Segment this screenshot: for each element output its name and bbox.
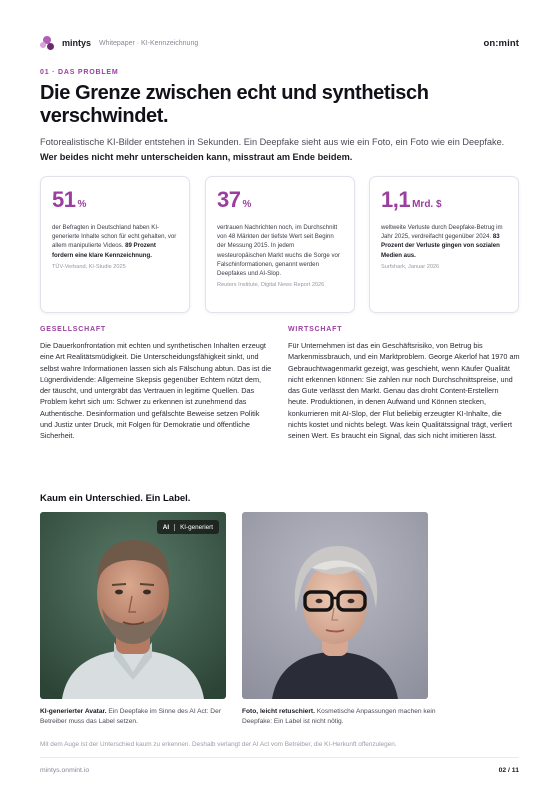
page-number: 02 / 11: [498, 767, 519, 774]
stat-unit: Mrd. $: [412, 199, 442, 210]
retouched-photo-caption: [242, 707, 438, 727]
intro-emphasis: Wer beides nicht mehr unterscheiden kann, misstraut am Ende beidem.: [40, 152, 353, 162]
stat-description: [381, 223, 507, 260]
page-title: Die Grenze zwischen echt und synthetisch verschwindet.: [40, 82, 429, 127]
brand-name: mintys: [62, 38, 92, 48]
retouched-photo-portrait: [242, 512, 428, 699]
footnote: Mit dem Auge ist der Unterschied kaum zu erkennen. Deshalb verlangt der AI Act vom Betreiber, die KI-Herkunft offenzulegen.: [40, 741, 397, 748]
stat-text: der Befragten in Deutschland haben KI-generierte Inhalte schon für echt gehalten, vor allem manipulierte Videos.: [52, 224, 177, 250]
stat-description: [217, 223, 343, 278]
society-text: Die Dauerkonfrontation mit echten und synthetischen Inhalten erzeugt eine Art Realitätsmüdigkeit. Die Unterscheidungsfähigkeit sinkt, und selbst wahre Informationen lassen sich als Fälschung abtun. Das ist die Lügnerdividende: Allgemeine Skepsis gegenüber Echtem nützt dem, der täuscht, und untergräbt das Vertrauen in legitime Quellen. Das Problem kehrt sich um: Schwer zu erkennen ist zunehmend das Authentische. Desinformation und gefälschte Beweise setzen Politik und Justiz unter Druck, mit Folgen für Demokratie und öffentliche Sicherheit.: [40, 341, 272, 441]
stat-card: [369, 176, 519, 313]
stat-source: Surfshark, Januar 2026: [381, 263, 440, 270]
page-header: [40, 34, 519, 52]
stat-text: weltweite Verluste durch Deepfake-Betrug im Jahr 2025, verdreifacht gegenüber 2024.: [381, 224, 503, 241]
economy-text: Für Unternehmen ist das ein Geschäftsrisiko, von Betrug bis Markenmissbrauch, und ein Marktproblem. George Akerlof hat 1970 am Gebrauchtwagenmarkt gezeigt, was geschieht, wenn Käufer Qualität nicht erkennen können: Sie zahlen nur noch Durchschnittspreise, und das Gute verlässt den Markt. Genau das droht Content-Erstellern heute. Produktionen, in denen Aufwand und Können stecken, konkurrieren mit AI-Slop, der Flut beliebig erzeugter KI-Inhalte, die nichts kostet und nichts belegt. Was kein Qualitätssignal trägt, verliert seinen Wert. Es braucht ein Signal, das sich nicht imitieren lässt.: [288, 341, 520, 441]
ai-avatar-portrait: [40, 512, 226, 699]
ai-avatar-caption: [40, 707, 236, 727]
mintys-logo-icon: [40, 36, 54, 50]
stat-emphasis: 89 Prozent fordern eine klare Kennzeichnung.: [52, 242, 156, 259]
document-meta: Whitepaper · KI-Kennzeichnung: [99, 39, 199, 47]
intro-paragraph: [40, 135, 520, 165]
footer-divider: [40, 757, 519, 758]
stat-source: TÜV-Verband, KI-Studie 2025: [52, 263, 126, 270]
stat-card: [40, 176, 190, 313]
stat-unit: %: [77, 199, 87, 210]
ai-badge-text: KI-generiert: [180, 523, 213, 531]
stat-unit: %: [242, 199, 252, 210]
onmint-logo: on:mint: [483, 37, 519, 49]
caption-text: Kosmetische Anpassungen machen kein Deepfake: Ein Label ist nicht nötig.: [242, 708, 436, 726]
caption-emphasis: Foto, leicht retuschiert.: [242, 708, 315, 715]
ai-avatar-image: [40, 512, 226, 699]
stat-value: 51: [52, 187, 76, 212]
caption-emphasis: KI-generierter Avatar.: [40, 708, 107, 715]
badge-divider: [174, 524, 175, 531]
stat-value: 1,1: [381, 187, 411, 212]
stat-source: Reuters Institute, Digital News Report 2026: [217, 282, 325, 289]
caption-text: Ein Deepfake im Sinne des AI Act: Der Betreiber muss das Label setzen.: [40, 708, 221, 726]
ai-generated-badge: [157, 520, 219, 534]
stat-value: 37: [217, 187, 241, 212]
stat-card: [205, 176, 355, 313]
stat-description: [52, 223, 178, 260]
economy-label: WIRTSCHAFT: [288, 326, 343, 333]
ai-badge-label: AI: [162, 523, 170, 531]
society-label: GESELLSCHAFT: [40, 326, 106, 333]
intro-text: Fotorealistische KI-Bilder entstehen in Sekunden. Ein Deepfake sieht aus wie ein Foto, ein Foto wie ein Deepfake.: [40, 137, 505, 147]
stat-emphasis: 83 Prozent der Verluste gingen von sozialen Medien aus.: [381, 233, 500, 259]
stat-text: vertrauen Nachrichten noch, im Durchschnitt von 48 Märkten der tiefste Wert seit Beginn der Messung 2015. In jedem westeuropäischen Markt wuchs die Sorge vor Falschinformationen, genannt werden Deepfakes und AI-Slop.: [217, 224, 340, 278]
comparison-title: Kaum ein Unterschied. Ein Label.: [40, 493, 191, 504]
footer-url-link[interactable]: mintys.onmint.io: [40, 767, 90, 774]
section-kicker: 01 · DAS PROBLEM: [40, 69, 119, 76]
retouched-photo-image: [242, 512, 428, 699]
